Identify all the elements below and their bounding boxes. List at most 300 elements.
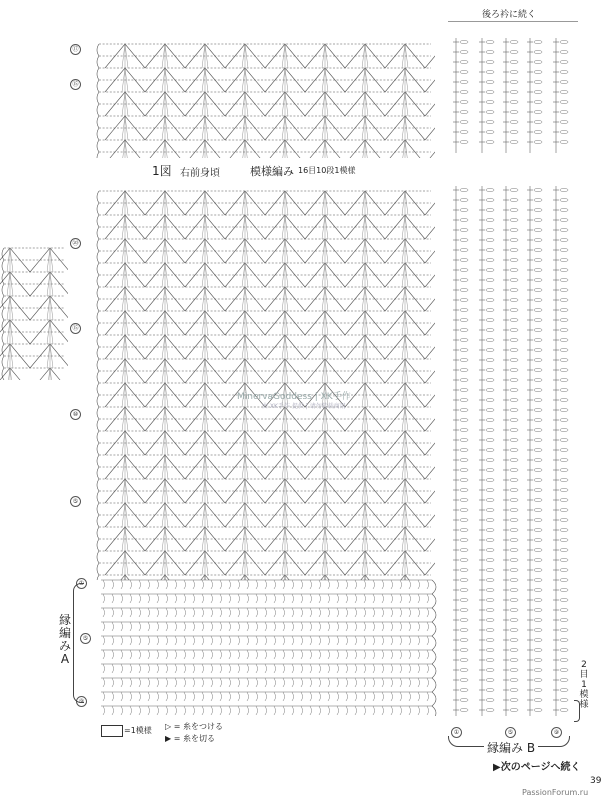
border-a-label-char: 縁	[58, 613, 71, 627]
border-a-loop	[373, 692, 375, 701]
chain-loop	[486, 398, 494, 401]
border-a-loop	[148, 636, 150, 645]
chain-loop	[560, 278, 568, 281]
chain-loop	[486, 198, 494, 201]
border-a-loop	[112, 636, 114, 645]
border-a-loop	[274, 608, 276, 617]
border-a-loop	[175, 636, 177, 645]
border-a-loop	[427, 622, 429, 631]
chain-loop	[560, 268, 568, 271]
border-a-loop	[157, 636, 159, 645]
chain-loop	[460, 308, 468, 311]
chain-loop	[486, 478, 494, 481]
border-a-loop	[148, 622, 150, 631]
chain-loop	[486, 338, 494, 341]
border-a-loop	[292, 650, 294, 659]
edge-turn	[97, 407, 99, 419]
border-a-loop	[121, 664, 123, 673]
border-a-loop	[193, 594, 195, 603]
border-a-loop	[229, 692, 231, 701]
chain-loop	[560, 80, 568, 83]
border-a-loop	[238, 608, 240, 617]
border-a-loop	[391, 706, 393, 715]
chain-loop	[560, 188, 568, 191]
chain-loop	[560, 110, 568, 113]
row-marker-15: ⑮	[70, 323, 81, 334]
chain-loop	[534, 388, 542, 391]
chain-loop	[534, 258, 542, 261]
chain-loop	[560, 100, 568, 103]
border-a-loop	[265, 594, 267, 603]
pattern-name: 模様編み	[250, 165, 294, 178]
border-a-loop	[220, 706, 222, 715]
chain-loop	[560, 418, 568, 421]
border-a-loop	[292, 580, 294, 589]
chain-loop	[560, 458, 568, 461]
chain-loop	[560, 578, 568, 581]
border-a-loop	[265, 692, 267, 701]
border-a-loop	[220, 580, 222, 589]
border-a-loop	[301, 580, 303, 589]
border-a-loop	[391, 580, 393, 589]
border-a-loop	[184, 706, 186, 715]
border-a-loop	[211, 580, 213, 589]
border-a-loop	[121, 678, 123, 687]
border-a-loop	[130, 650, 132, 659]
chain-loop	[510, 428, 518, 431]
border-a-loop	[238, 650, 240, 659]
chain-loop	[486, 328, 494, 331]
border-a-loop	[364, 692, 366, 701]
border-a-loop	[391, 664, 393, 673]
chain-loop	[534, 298, 542, 301]
fan-stitch-lines	[425, 503, 435, 527]
border-a-loop	[400, 650, 402, 659]
chain-loop	[534, 248, 542, 251]
border-a-loop	[337, 706, 339, 715]
chain-loop	[460, 258, 468, 261]
fan-stitch-lines	[425, 116, 435, 140]
chain-loop	[510, 130, 518, 133]
border-a-loop	[391, 678, 393, 687]
chain-loop	[560, 208, 568, 211]
chain-loop	[510, 588, 518, 591]
border-a-loop	[229, 650, 231, 659]
chain-loop	[534, 268, 542, 271]
chain-loop	[510, 478, 518, 481]
border-a-loop	[229, 706, 231, 715]
chain-loop	[510, 258, 518, 261]
border-a-loop	[211, 678, 213, 687]
chain-loop	[510, 268, 518, 271]
border-a-loop	[130, 580, 132, 589]
border-a-loop	[202, 678, 204, 687]
border-a-loop	[373, 622, 375, 631]
fan-stitch-lines	[30, 368, 68, 380]
border-a-loop	[319, 664, 321, 673]
chain-loop	[486, 418, 494, 421]
chain-loop	[560, 528, 568, 531]
edge-turn	[97, 287, 99, 299]
border-a-loop	[310, 678, 312, 687]
border-a-loop	[382, 678, 384, 687]
border-a-turn	[432, 706, 436, 716]
chain-loop	[486, 428, 494, 431]
border-a-loop	[193, 664, 195, 673]
chain-loop	[460, 358, 468, 361]
chain-loop	[560, 708, 568, 711]
chain-loop	[560, 448, 568, 451]
chain-loop	[486, 708, 494, 711]
border-a-loop	[220, 692, 222, 701]
edge-turn	[2, 272, 4, 284]
border-a-loop	[265, 650, 267, 659]
border-a-loop	[283, 608, 285, 617]
chain-loop	[486, 90, 494, 93]
chain-loop	[560, 658, 568, 661]
border-a-loop	[238, 580, 240, 589]
chain-loop	[534, 130, 542, 133]
border-a-loop	[193, 580, 195, 589]
border-a-loop	[301, 678, 303, 687]
edge-turn	[97, 68, 99, 80]
border-a-loop	[400, 608, 402, 617]
edge-turn	[97, 455, 99, 467]
chain-loop	[534, 348, 542, 351]
border-a-loop	[148, 692, 150, 701]
border-a-loop	[301, 608, 303, 617]
border-a-loop	[130, 706, 132, 715]
border-a-loop	[184, 692, 186, 701]
border-a-loop	[211, 622, 213, 631]
border-a-loop	[265, 636, 267, 645]
border-a-loop	[274, 650, 276, 659]
border-a-loop	[166, 636, 168, 645]
border-a-loop	[130, 636, 132, 645]
chain-loop	[534, 628, 542, 631]
chain-loop	[510, 208, 518, 211]
border-a-loop	[265, 664, 267, 673]
border-a-loop	[274, 678, 276, 687]
chain-loop	[486, 358, 494, 361]
chain-loop	[460, 428, 468, 431]
chain-loop	[534, 488, 542, 491]
border-a-turn	[432, 664, 436, 678]
border-a-loop	[283, 580, 285, 589]
border-a-loop	[148, 678, 150, 687]
border-a-loop	[166, 706, 168, 715]
chain-loop	[560, 228, 568, 231]
chain-loop	[510, 60, 518, 63]
chain-loop	[460, 338, 468, 341]
chain-loop	[560, 678, 568, 681]
chain-loop	[486, 468, 494, 471]
border-a-loop	[274, 580, 276, 589]
site-watermark: PassionForum.ru	[522, 788, 589, 797]
chain-loop	[486, 448, 494, 451]
chain-loop	[486, 458, 494, 461]
chain-loop	[510, 678, 518, 681]
chain-loop	[534, 368, 542, 371]
chain-loop	[486, 668, 494, 671]
border-a-loop	[148, 608, 150, 617]
chain-loop	[560, 348, 568, 351]
row-marker-10: ⑩	[70, 409, 81, 420]
border-a-loop	[292, 692, 294, 701]
repeat-label-char: 2	[581, 660, 587, 670]
border-a-loop	[355, 678, 357, 687]
border-a-loop	[157, 650, 159, 659]
border-a-loop	[103, 594, 105, 603]
chain-loop	[560, 338, 568, 341]
chain-loop	[510, 298, 518, 301]
chain-loop	[460, 408, 468, 411]
chain-loop	[510, 688, 518, 691]
chain-loop	[486, 688, 494, 691]
border-a-loop	[103, 692, 105, 701]
chain-loop	[560, 508, 568, 511]
repeat-box-symbol	[101, 725, 123, 737]
chain-loop	[560, 218, 568, 221]
chain-loop	[460, 468, 468, 471]
chain-loop	[560, 548, 568, 551]
border-a-loop	[247, 692, 249, 701]
edge-turn	[97, 191, 99, 203]
border-a-loop	[166, 580, 168, 589]
border-a-loop	[148, 580, 150, 589]
border-a-loop	[229, 580, 231, 589]
border-a-loop	[139, 678, 141, 687]
chain-loop	[534, 398, 542, 401]
chain-loop	[460, 368, 468, 371]
border-a-loop	[112, 678, 114, 687]
chain-loop	[534, 90, 542, 93]
border-a-loop	[373, 678, 375, 687]
border-a-loop	[265, 608, 267, 617]
chain-loop	[560, 328, 568, 331]
border-a-loop	[184, 594, 186, 603]
edge-turn	[97, 227, 99, 239]
fan-stitch-lines	[0, 368, 30, 380]
chain-loop	[460, 90, 468, 93]
chain-loop	[486, 628, 494, 631]
chain-loop	[510, 288, 518, 291]
chain-loop	[460, 648, 468, 651]
fan-stitch-lines	[425, 431, 435, 455]
edge-turn	[2, 332, 4, 344]
chain-loop	[486, 50, 494, 53]
chain-loop	[510, 338, 518, 341]
chain-loop	[486, 548, 494, 551]
border-a-loop	[400, 678, 402, 687]
border-a-loop	[130, 664, 132, 673]
border-b-repeat-bracket	[574, 700, 580, 722]
chain-loop	[534, 578, 542, 581]
chain-loop	[510, 328, 518, 331]
chain-loop	[510, 628, 518, 631]
border-a-loop	[211, 594, 213, 603]
chain-loop	[534, 358, 542, 361]
edge-turn	[2, 260, 4, 272]
border-a-loop	[103, 580, 105, 589]
chain-loop	[560, 558, 568, 561]
next-page-notice: ▶次のページへ続く	[493, 762, 581, 773]
border-a-loop	[121, 636, 123, 645]
border-a-loop	[256, 678, 258, 687]
chain-loop	[534, 328, 542, 331]
border-a-loop	[229, 594, 231, 603]
fan-stitch-lines	[425, 479, 435, 503]
fan-stitch-lines	[425, 215, 435, 239]
border-a-loop	[139, 706, 141, 715]
border-a-loop	[319, 580, 321, 589]
legend-cut-yarn: ▶ = 糸を切る	[165, 734, 215, 743]
border-a-loop	[103, 636, 105, 645]
legend-repeat-text: =1模様	[124, 726, 152, 735]
chain-loop	[534, 120, 542, 123]
chain-loop	[510, 708, 518, 711]
border-a-loop	[112, 692, 114, 701]
border-a-loop	[229, 664, 231, 673]
chain-loop	[534, 288, 542, 291]
fan-stitch-lines	[425, 383, 435, 407]
chain-loop	[460, 438, 468, 441]
border-a-loop	[418, 692, 420, 701]
edge-turn	[97, 80, 99, 92]
chain-loop	[460, 288, 468, 291]
chain-loop	[534, 668, 542, 671]
border-a-loop	[310, 608, 312, 617]
chain-loop	[560, 258, 568, 261]
chain-loop	[460, 528, 468, 531]
border-a-loop	[355, 664, 357, 673]
header-divider	[448, 21, 578, 22]
border-a-loop	[121, 608, 123, 617]
chain-loop	[534, 478, 542, 481]
border-a-loop	[103, 678, 105, 687]
chain-loop	[486, 698, 494, 701]
border-a-loop	[202, 622, 204, 631]
chain-loop	[534, 110, 542, 113]
border-a-loop	[418, 622, 420, 631]
border-a-loop	[292, 664, 294, 673]
border-a-loop	[157, 608, 159, 617]
chain-loop	[534, 60, 542, 63]
chain-loop	[534, 318, 542, 321]
edge-turn	[97, 431, 99, 443]
border-a-loop	[175, 664, 177, 673]
border-a-loop	[157, 594, 159, 603]
border-a-loop	[283, 692, 285, 701]
chain-loop	[534, 428, 542, 431]
chain-loop	[560, 588, 568, 591]
chain-loop	[486, 110, 494, 113]
chain-loop	[486, 268, 494, 271]
page-number: 39	[590, 776, 602, 786]
border-a-loop	[301, 622, 303, 631]
chain-loop	[460, 678, 468, 681]
chain-loop	[534, 458, 542, 461]
fan-stitch-lines	[425, 551, 435, 575]
chain-loop	[486, 568, 494, 571]
chain-loop	[486, 368, 494, 371]
border-a-loop	[139, 650, 141, 659]
border-a-loop	[103, 706, 105, 715]
border-a-loop	[175, 594, 177, 603]
chain-loop	[460, 458, 468, 461]
border-a-loop	[355, 608, 357, 617]
border-a-loop	[346, 622, 348, 631]
border-a-loop	[247, 594, 249, 603]
border-a-loop	[310, 692, 312, 701]
border-a-loop	[301, 706, 303, 715]
border-a-loop	[328, 636, 330, 645]
border-a-loop	[391, 622, 393, 631]
fan-stitch-lines	[425, 44, 435, 68]
chain-loop	[534, 100, 542, 103]
border-a-loop	[391, 594, 393, 603]
border-a-loop	[211, 706, 213, 715]
border-a-loop	[193, 706, 195, 715]
border-a-loop	[337, 664, 339, 673]
border-a-loop	[238, 622, 240, 631]
chain-loop	[560, 478, 568, 481]
continue-to-back-collar-label: 後ろ衿に続く	[482, 10, 537, 20]
border-a-loop	[157, 706, 159, 715]
border-a-loop	[292, 622, 294, 631]
chain-loop	[510, 438, 518, 441]
chain-loop	[510, 408, 518, 411]
border-a-loop	[319, 692, 321, 701]
border-a-loop	[130, 594, 132, 603]
border-a-loop	[238, 664, 240, 673]
chain-loop	[486, 40, 494, 43]
edge-turn	[97, 152, 99, 158]
chain-loop	[460, 378, 468, 381]
chain-loop	[534, 498, 542, 501]
border-a-loop	[256, 692, 258, 701]
border-a-row-marker-9: ⑨	[76, 696, 87, 707]
border-a-loop	[310, 594, 312, 603]
edge-turn	[97, 311, 99, 323]
chain-loop	[560, 288, 568, 291]
edge-turn	[2, 248, 4, 260]
chain-loop	[560, 248, 568, 251]
edge-turn	[2, 368, 4, 380]
chain-loop	[460, 478, 468, 481]
chain-loop	[460, 708, 468, 711]
chain-loop	[460, 638, 468, 641]
border-a-loop	[202, 692, 204, 701]
border-a-loop	[400, 664, 402, 673]
edge-turn	[97, 551, 99, 563]
border-a-loop	[301, 692, 303, 701]
chain-loop	[534, 80, 542, 83]
border-a-loop	[310, 636, 312, 645]
border-a-loop	[427, 664, 429, 673]
chain-loop	[510, 558, 518, 561]
border-a-loop	[166, 678, 168, 687]
edge-turn	[97, 116, 99, 128]
border-a-loop	[283, 594, 285, 603]
edge-turn	[2, 284, 4, 296]
chain-loop	[460, 130, 468, 133]
border-a-loop	[112, 594, 114, 603]
figure-part-name: 右前身頃	[180, 168, 220, 179]
chain-loop	[510, 658, 518, 661]
chain-loop	[486, 618, 494, 621]
chain-loop	[560, 568, 568, 571]
